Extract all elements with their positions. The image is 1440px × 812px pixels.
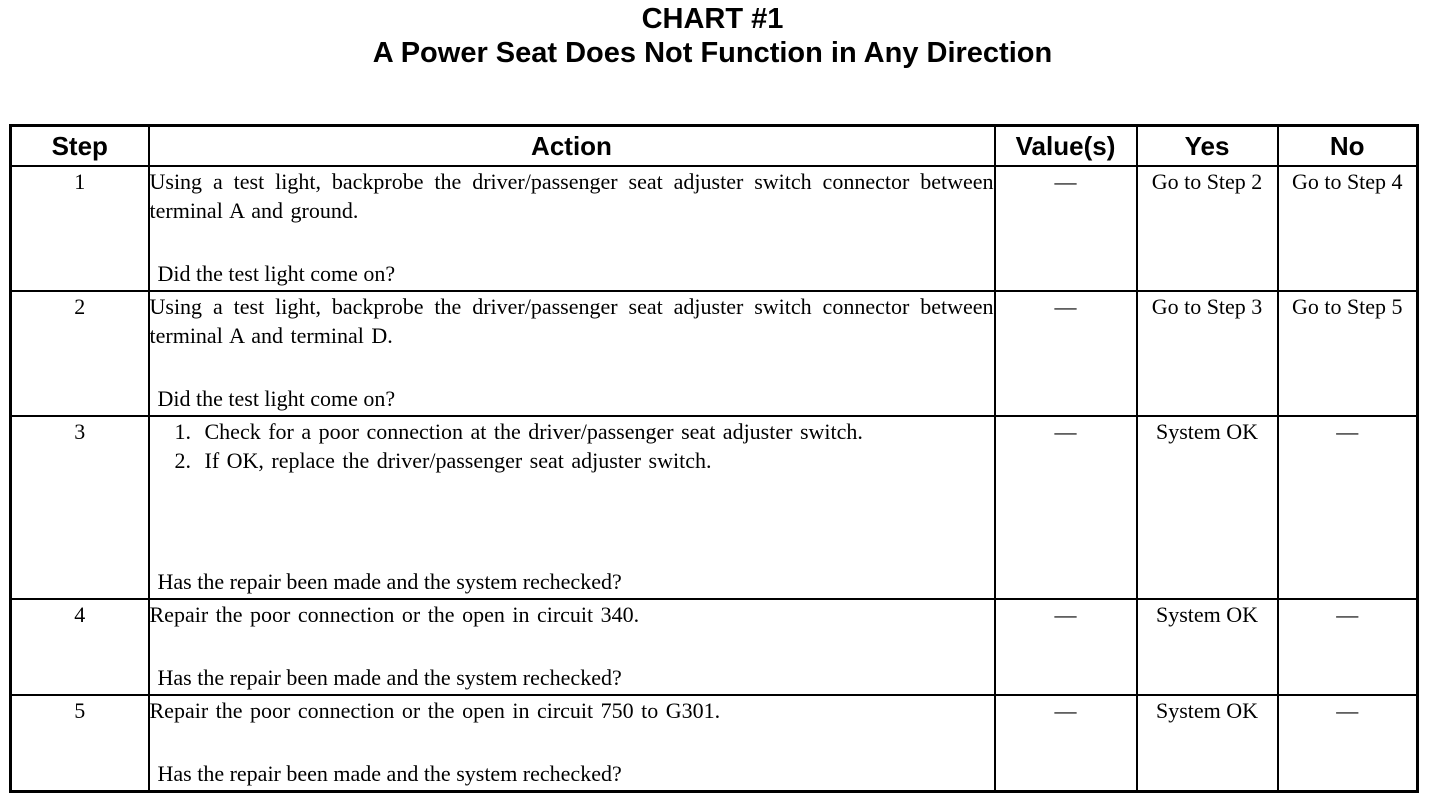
action-step-item [174,417,994,446]
action-steps-list [150,417,994,475]
table-row-step-2 [11,291,1418,416]
step-number: 2 [11,291,149,416]
chart-number: CHART #1 [641,3,784,35]
action-question: Did the test light come on? [157,261,396,286]
action-step-text: If OK, replace the driver/passenger seat adjuster switch. [204,448,712,473]
header-values: Value(s) [995,126,1137,167]
no-cell: — [1278,695,1418,792]
value-cell: — [995,695,1137,792]
table-row-step-4 [11,599,1418,695]
table-row-step-5 [11,695,1418,792]
action-question: Has the repair been made and the system rechecked? [157,569,622,594]
table-row-step-3 [11,416,1418,599]
yes-cell: System OK [1137,599,1278,695]
action-text: Using a test light, backprobe the driver/passenger seat adjuster switch connector between terminal A and ground. [149,169,994,223]
value-cell: — [995,599,1137,695]
action-question: Did the test light come on? [157,386,396,411]
action-cell [149,695,995,792]
yes-cell: Go to Step 2 [1137,166,1278,291]
action-step-number: 2. [174,448,191,473]
action-cell [149,416,995,599]
yes-cell: Go to Step 3 [1137,291,1278,416]
table-row-step-1 [11,166,1418,291]
yes-cell: System OK [1137,695,1278,792]
step-number: 4 [11,599,149,695]
action-text: Repair the poor connection or the open in circuit 750 to G301. [149,698,721,723]
action-text: Repair the poor connection or the open in circuit 340. [149,602,640,627]
step-number: 3 [11,416,149,599]
header-step: Step [11,126,149,167]
chart-title-block [0,2,1425,70]
value-cell: — [995,291,1137,416]
no-cell: — [1278,416,1418,599]
no-cell: Go to Step 5 [1278,291,1418,416]
table-header-row [11,126,1418,167]
no-cell: — [1278,599,1418,695]
action-question: Has the repair been made and the system rechecked? [157,665,622,690]
action-step-item [174,446,994,475]
value-cell: — [995,416,1137,599]
action-text: Using a test light, backprobe the driver/passenger seat adjuster switch connector between terminal A and terminal D. [149,294,994,348]
action-cell [149,166,995,291]
chart-title: A Power Seat Does Not Function in Any Direction [372,37,1053,69]
value-cell: — [995,166,1137,291]
header-action: Action [149,126,995,167]
header-yes: Yes [1137,126,1278,167]
step-number: 1 [11,166,149,291]
no-cell: Go to Step 4 [1278,166,1418,291]
action-step-text: Check for a poor connection at the driver/passenger seat adjuster switch. [204,419,863,444]
action-question: Has the repair been made and the system rechecked? [157,761,622,786]
action-cell [149,291,995,416]
step-number: 5 [11,695,149,792]
action-step-number: 1. [174,419,191,444]
header-no: No [1278,126,1418,167]
action-cell [149,599,995,695]
diagnostic-table [9,124,1419,793]
yes-cell: System OK [1137,416,1278,599]
